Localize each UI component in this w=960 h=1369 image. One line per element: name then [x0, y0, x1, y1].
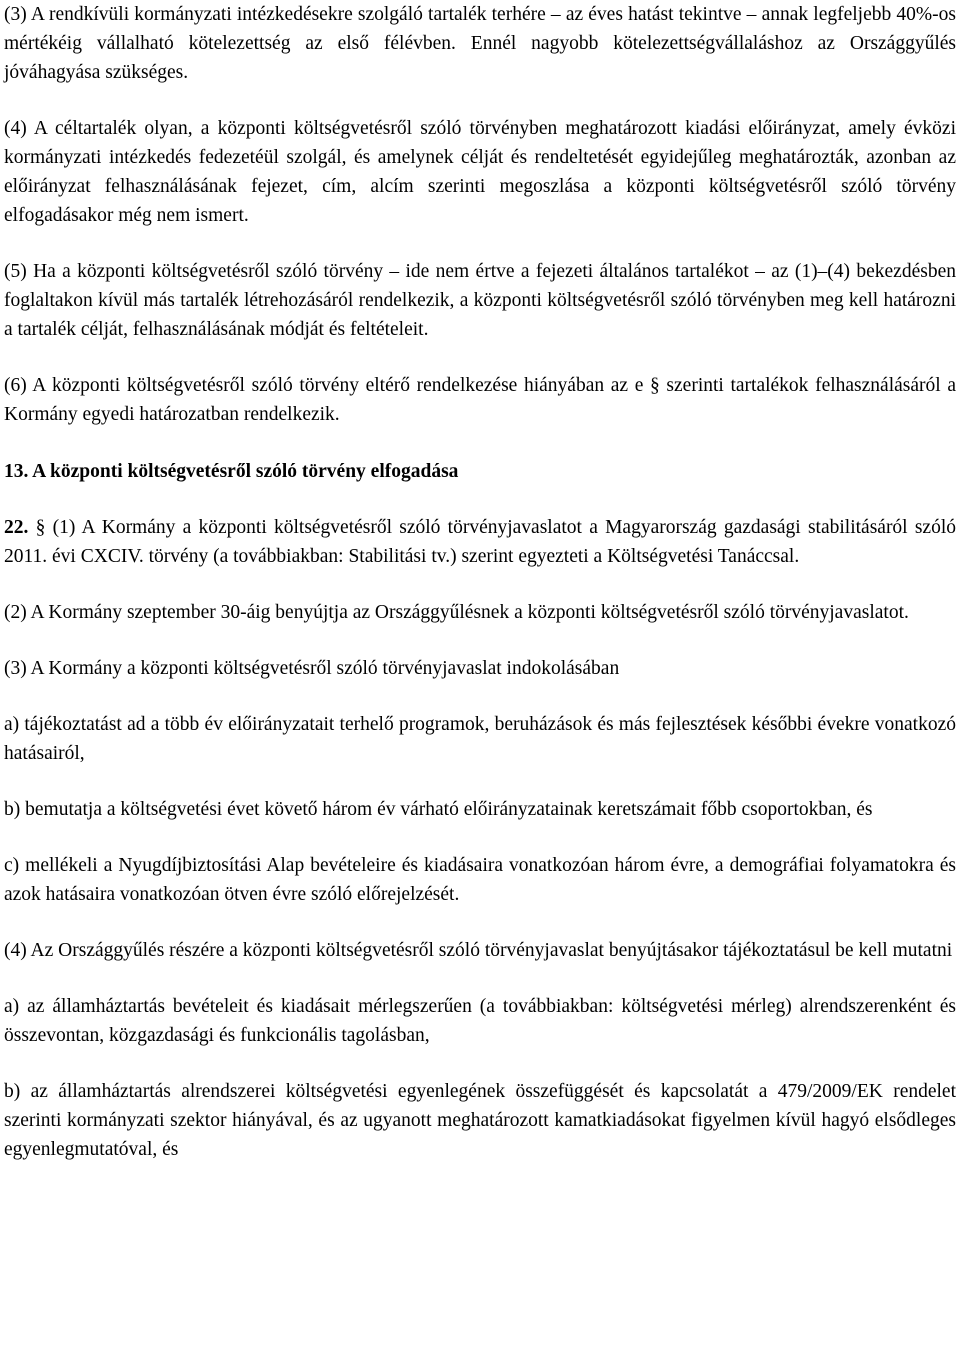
- section-22-paragraph-4-b: b) az államháztartás alrendszerei költségvetési egyenlegének összefüggését és kapcsolatát a 479/2009/EK rendelet szerinti kormányzati szektor hiányával, és az ugyanott meghatározott kamatkiadásokat figyelmen kívül hagyó elsődleges egyenlegmutatóval, és: [4, 1081, 956, 1160]
- section-22-paragraph-4: (4) Az Országgyűlés részére a központi költségvetésről szóló törvényjavaslat benyújtásakor tájékoztatásul be kell mutatni: [4, 940, 953, 961]
- section-22-paragraph-3-c: c) mellékeli a Nyugdíjbiztosítási Alap bevételeire és kiadásaira vonatkozóan három évre, a demográfiai folyamatokra és azok hatásaira vonatkozóan ötven évre szóló előrejelzését.: [4, 855, 956, 905]
- section-22-paragraph-3-b: b) bemutatja a költségvetési évet követő három év várható előirányzatainak keretszámait főbb csoportokban, és: [4, 799, 873, 820]
- section-22-paragraph-3-a: a) tájékoztatást ad a több év előirányzatait terhelő programok, beruházások és más fejlesztések későbbi évekre vonatkozó hatásairól,: [4, 714, 956, 764]
- document-page: [4, 0, 956, 1164]
- paragraph-3: (3) A rendkívüli kormányzati intézkedésekre szolgáló tartalék terhére – az éves hatást tekintve – annak legfeljebb 40%-os mértékéig vállalható kötelezettség az első félévben. Ennél nagyobb kötelezettségvállaláshoz az Országgyűlés jóváhagyása szükséges.: [4, 4, 956, 83]
- section-heading: 13. A központi költségvetésről szóló törvény elfogadása: [4, 461, 459, 482]
- section-22-paragraph-2: (2) A Kormány szeptember 30-áig benyújtja az Országgyűlésnek a központi költségvetésről szóló törvényjavaslatot.: [4, 602, 909, 623]
- section-22-paragraph-4-a: a) az államháztartás bevételeit és kiadásait mérlegszerűen (a továbbiakban: költségvetési mérleg) alrendszerenként és összevontan, közgazdasági és funkcionális tagolásban,: [4, 996, 956, 1046]
- paragraph-4: (4) A céltartalék olyan, a központi költségvetésről szóló törvényben meghatározott kiadási előirányzat, amely évközi kormányzati intézkedés fedezetéül szolgál, és amelynek célját és rendeltetését egyidejűleg meghatározták, azonban az előirányzat felhasználásának fejezet, cím, alcím szerinti megoszlása a központi költségvetésről szóló törvény elfogadásakor még nem ismert.: [4, 118, 956, 226]
- section-number: 22.: [4, 517, 29, 538]
- paragraph-6: (6) A központi költségvetésről szóló törvény eltérő rendelkezése hiányában az e § szerinti tartalékok felhasználásáról a Kormány egyedi határozatban rendelkezik.: [4, 375, 956, 425]
- paragraph-5: (5) Ha a központi költségvetésről szóló törvény – ide nem értve a fejezeti általános tartalékot – az (1)–(4) bekezdésben foglaltakon kívül más tartalék létrehozásáról rendelkezik, a központi költségvetésről szóló törvényben meg kell határozni a tartalék célját, felhasználásának módját és feltételeit.: [4, 261, 956, 340]
- section-22-paragraph-3: (3) A Kormány a központi költségvetésről szóló törvényjavaslat indokolásában: [4, 658, 620, 679]
- section-22-paragraph-1: [4, 513, 956, 571]
- section-22-paragraph-1-text: § (1) A Kormány a központi költségvetésről szóló törvényjavaslatot a Magyarország gazdasági stabilitásáról szóló 2011. évi CXCIV. törvény (a továbbiakban: Stabilitási tv.) szerint egyezteti a Költségvetési Tanáccsal.: [4, 517, 956, 567]
